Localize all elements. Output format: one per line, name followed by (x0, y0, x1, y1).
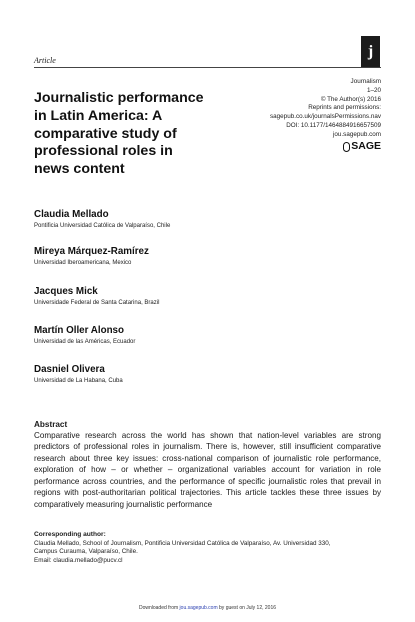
author-block (34, 246, 149, 268)
title-line: news content (34, 161, 125, 178)
author-block (34, 286, 159, 308)
title-line: comparative study of (34, 125, 177, 142)
corresponding-author (34, 531, 381, 566)
article-type-label: Article (34, 56, 56, 65)
corresponding-address: Claudia Mellado, School of Journalism, Pontificia Universidad Católica de Valparaíso, Av. Universidad 330, (34, 539, 331, 547)
corresponding-address: Campus Curauma, Valparaíso, Chile. (34, 548, 138, 556)
abstract-section (34, 420, 381, 510)
author-affiliation: Pontificia Universidad Católica de Valparaíso, Chile (34, 223, 171, 229)
author-affiliation: Universidad de La Habana, Cuba (34, 378, 123, 384)
sage-logo-text: SAGE (351, 140, 381, 153)
title-line: Journalistic performance (34, 90, 204, 106)
author-affiliation: Universidade Federal de Santa Catarina, Brazil (34, 300, 160, 306)
download-footer (0, 605, 415, 611)
download-prefix: Downloaded from (138, 605, 180, 611)
author-name: Martín Oller Alonso (34, 325, 124, 336)
journal-logo (361, 36, 380, 67)
download-link[interactable]: jou.sagepub.com (179, 605, 218, 611)
author-block (34, 209, 170, 231)
author-affiliation: Universidad de las Américas, Ecuador (34, 339, 136, 345)
author-block (34, 325, 135, 347)
meta-doi[interactable]: DOI: 10.1177/1464884916657509 (286, 121, 381, 129)
corresponding-email[interactable]: Email: claudia.mellado@pucv.cl (34, 557, 123, 565)
author-block (34, 364, 123, 386)
author-name: Mireya Márquez-Ramírez (34, 246, 149, 257)
author-name: Dasniel Olivera (34, 364, 105, 375)
meta-journal: Journalism (350, 78, 381, 85)
meta-pages: 1–20 (366, 86, 381, 94)
corresponding-author-heading: Corresponding author: (34, 531, 106, 538)
title-line: professional roles in (34, 143, 173, 160)
author-name: Jacques Mick (34, 286, 98, 297)
sage-s-icon (343, 142, 350, 152)
meta-permissions-link[interactable]: sagepub.co.uk/journalsPermissions.nav (270, 113, 381, 121)
meta-journal-site[interactable]: jou.sagepub.com (333, 130, 381, 138)
article-title (34, 90, 244, 179)
header-rule (34, 67, 381, 68)
abstract-heading: Abstract (34, 420, 68, 429)
meta-copyright: © The Author(s) 2016 (320, 95, 381, 103)
sage-logo (343, 142, 381, 152)
abstract-text: Comparative research across the world has shown that nation-level variables are strong predictors of professional roles in journalism. There is, however, still insufficient comparative research about three key issues: cross-national comparison of journalistic role performance, exploration of how – or whether – organizational variables account for variation in role performance across countries, and the performance of specific journalistic roles that prevail in regions with post-authoritarian political trajectories. This article tackles these three issues by comparatively measuring journalistic performance (34, 431, 381, 509)
author-affiliation: Universidad Iberoamericana, Mexico (34, 260, 132, 266)
download-suffix: by guest on July 12, 2016 (217, 605, 277, 611)
title-line: in Latin America: A (34, 107, 163, 124)
publication-meta (231, 78, 381, 155)
meta-reprints: Reprints and permissions: (308, 104, 381, 112)
author-name: Claudia Mellado (34, 209, 109, 220)
journal-logo-letter: j (367, 42, 374, 60)
